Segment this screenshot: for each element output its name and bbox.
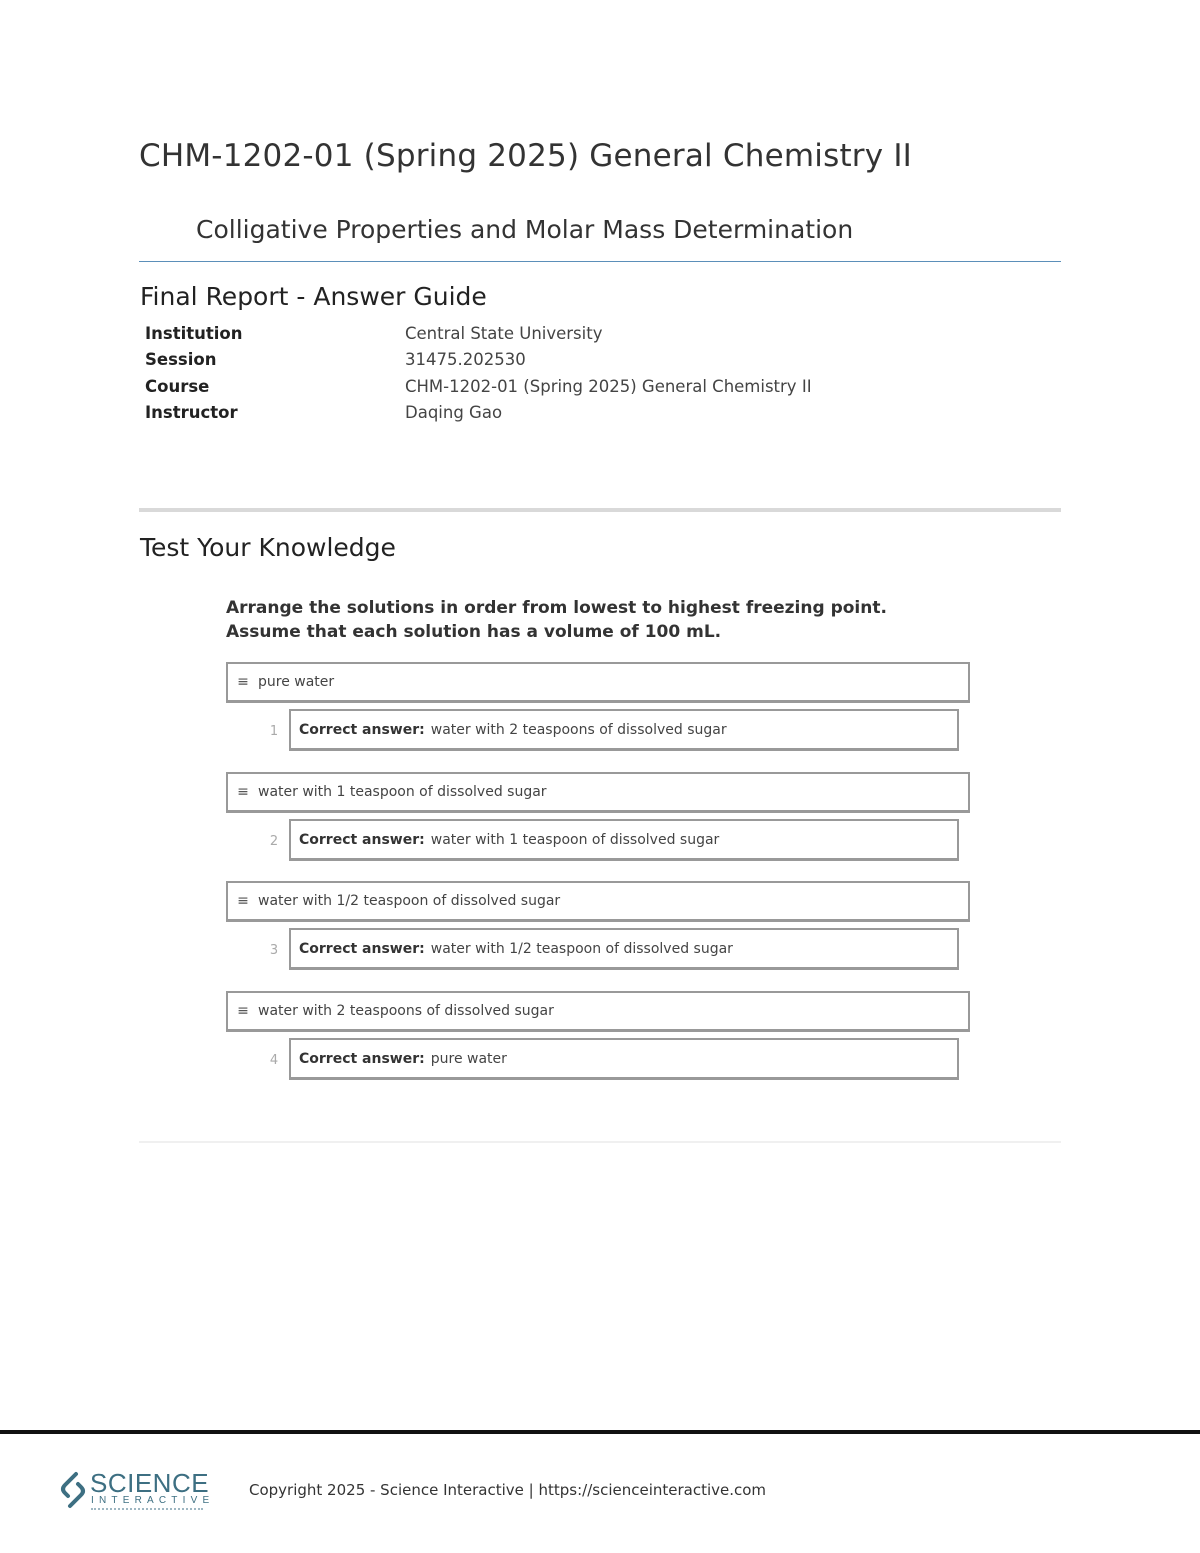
info-label: Session — [145, 350, 217, 370]
question-line: Arrange the solutions in order from lowest to highest freezing point. — [226, 598, 887, 618]
sortable-item-text: water with 1 teaspoon of dissolved sugar — [258, 784, 547, 800]
sortable-item-text: pure water — [258, 674, 335, 690]
content-divider — [139, 1141, 1061, 1143]
correct-answer-box — [289, 1038, 959, 1080]
sortable-item-text: water with 2 teaspoons of dissolved sugar — [258, 1003, 554, 1019]
sortable-item-text: water with 1/2 teaspoon of dissolved sugar — [258, 893, 561, 909]
sortable-item[interactable] — [226, 662, 970, 703]
info-row-course — [145, 373, 945, 400]
report-title: Final Report - Answer Guide — [140, 282, 487, 311]
logo-mark-icon — [58, 1470, 88, 1510]
section-title: Test Your Knowledge — [140, 533, 396, 562]
drag-handle-icon[interactable]: ≡ — [237, 674, 249, 690]
correct-answer-row — [258, 928, 960, 972]
correct-answer-box — [289, 928, 959, 970]
section-divider — [139, 508, 1061, 512]
question-line: Assume that each solution has a volume of 100 mL. — [226, 622, 722, 642]
drag-handle-icon[interactable]: ≡ — [237, 893, 249, 909]
drag-handle-icon[interactable]: ≡ — [237, 1003, 249, 1019]
correct-answer-label: Correct answer: — [299, 721, 425, 738]
sortable-item[interactable] — [226, 881, 970, 922]
correct-answer-label: Correct answer: — [299, 940, 425, 957]
logo-tagline-decoration — [91, 1508, 203, 1512]
answer-number: 4 — [269, 1052, 279, 1068]
footer-divider — [0, 1430, 1200, 1434]
science-interactive-logo — [58, 1468, 215, 1516]
correct-answer-row — [258, 819, 960, 863]
correct-answer-text: water with 1/2 teaspoon of dissolved sugar — [430, 940, 733, 957]
correct-answer-row — [258, 709, 960, 753]
correct-answer-row — [258, 1038, 960, 1082]
correct-answer-box — [289, 819, 959, 861]
info-label: Course — [145, 376, 210, 396]
correct-answer-box — [289, 709, 959, 751]
info-row-instructor — [145, 400, 945, 427]
logo-subtitle: INTERACTIVE — [91, 1495, 215, 1506]
report-info-table — [145, 320, 945, 426]
sortable-item[interactable] — [226, 772, 970, 813]
info-value: Daqing Gao — [405, 403, 503, 423]
info-value: CHM-1202-01 (Spring 2025) General Chemistry II — [405, 376, 812, 396]
info-value: Central State University — [405, 323, 603, 343]
lab-title: Colligative Properties and Molar Mass Determination — [196, 215, 854, 244]
copyright-text: Copyright 2025 - Science Interactive | https://scienceinteractive.com — [249, 1481, 767, 1499]
answer-number: 1 — [269, 723, 279, 739]
correct-answer-label: Correct answer: — [299, 831, 425, 848]
answer-number: 2 — [269, 833, 279, 849]
logo-wordmark: SCIENCE — [90, 1468, 210, 1498]
correct-answer-text: pure water — [430, 1050, 507, 1067]
sortable-item[interactable] — [226, 991, 970, 1032]
correct-answer-label: Correct answer: — [299, 1050, 425, 1067]
answer-number: 3 — [269, 942, 279, 958]
info-row-institution — [145, 320, 945, 347]
info-row-session — [145, 347, 945, 374]
info-label: Institution — [145, 323, 243, 343]
correct-answer-text: water with 2 teaspoons of dissolved sugar — [430, 721, 727, 738]
question-prompt — [226, 596, 986, 644]
course-title: CHM-1202-01 (Spring 2025) General Chemistry II — [139, 138, 913, 174]
info-label: Instructor — [145, 403, 238, 423]
header-divider — [139, 261, 1061, 262]
drag-handle-icon[interactable]: ≡ — [237, 784, 249, 800]
correct-answer-text: water with 1 teaspoon of dissolved sugar — [430, 831, 720, 848]
info-value: 31475.202530 — [405, 350, 526, 370]
